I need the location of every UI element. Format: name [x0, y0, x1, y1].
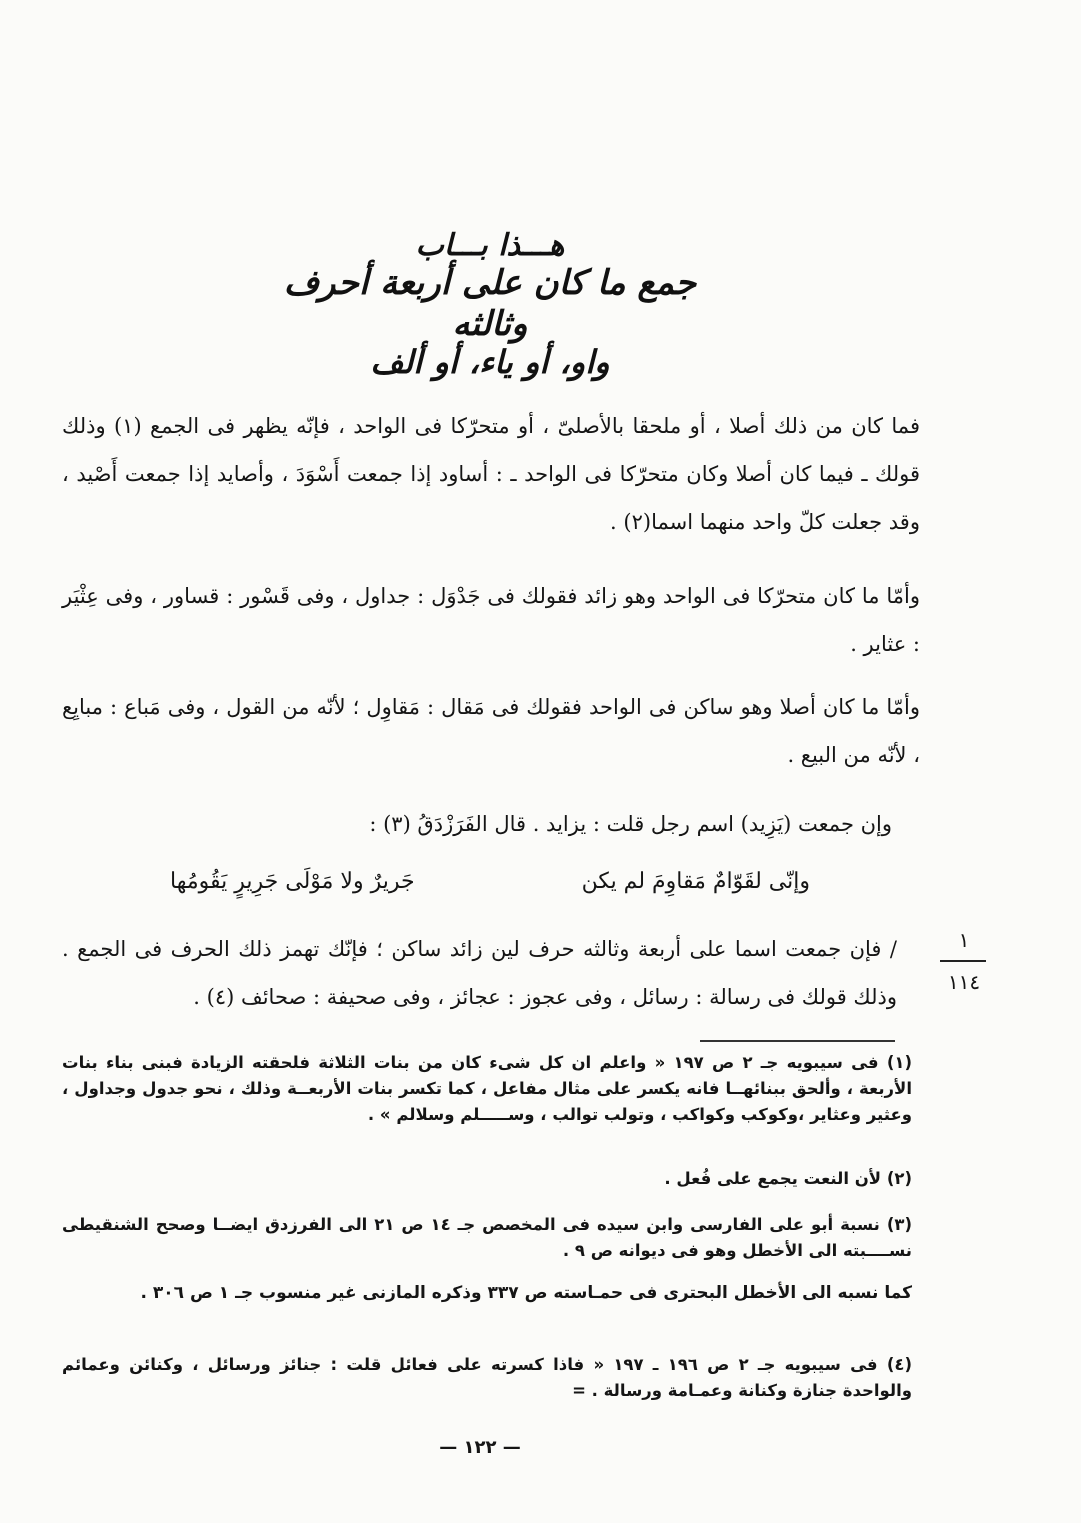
paragraph-2: وأمّا ما كان متحرّكا فى الواحد وهو زائد فقولك فى جَدْوَل : جداول ، وفى قَسْور : قساور ، وفى عِثْيَر : عثاير . [62, 584, 920, 656]
margin-rule [940, 960, 986, 962]
paragraph-5: / فإن جمعت اسما على أربعة وثالثه حرف لين زائد ساكن ؛ فإنّك تهمز ذلك الحرف فى الجمع . وذلك قولك فى رسالة : رسائل ، وفى عجوز : عجائز ، وفى صحيفة : صحائف (٤) . [62, 937, 897, 1009]
margin-page-number: ١١٤ [947, 970, 981, 994]
footnote-separator [700, 1040, 895, 1042]
footnote-4: (٤) فى سيبويه جـ ٢ ص ١٩٦ ـ ١٩٧ « فاذا كسرته على فعائل قلت : جنائز ورسائل ، وكنائن وعمائم والواحدة جنازة وكنانة وعمـامة ورسالة . = [62, 1355, 912, 1400]
poetry-verse [170, 858, 810, 906]
paragraph-4: وإن جمعت (يَزِيد) اسم رجل قلت : يزايد . قال الفَرَزْدَقُ (٣) : [369, 812, 892, 836]
heading-line-1: هـــذا بـــاب [415, 228, 565, 263]
verse-first-hemistich: وإنّى لقَوّامٌ مَقاوِمَ لم يكن [581, 869, 810, 894]
footnote-3 [62, 1212, 912, 1264]
margin-volume-number: ١ [958, 928, 970, 952]
paragraph-3: وأمّا ما كان أصلا وهو ساكن فى الواحد فقولك فى مَقال : مَقاوِل ؛ لأنّه من القول ، وفى مَباع : مبايِع ، لأنّه من البيع . [62, 695, 920, 767]
footnote-1: (١) فى سيبويه جـ ٢ ص ١٩٧ « واعلم ان كل شىء كان من بنات الثلاثة فلحقته الزيادة فبنى بناء بنات الأربعة ، وألحق ببنائهــا فانه يكسر على مثال مفاعل ، كما تكسر بنات الأربعــة وذلك ، نحو جدول وجداول ، وعثير وعثاير ،وكوكب وكواكب ، وتولب توالب ، وســـــلم وسلالم » . [62, 1053, 912, 1124]
footnote-3-part-1: (٣) نسبة أبو على الفارسى وابن سيده فى المخصص جـ ١٤ ص ٢١ الى الفرزدق ايضــا وصحح الشنقيطى نســــبته الى الأخطل وهو فى ديوانه ص ٩ . [62, 1215, 912, 1260]
heading-line-3: واو، أو ياء، أو ألف [370, 342, 610, 381]
footnote-2: (٢) لأن النعت يجمع على فُعل . [664, 1169, 912, 1188]
footnote-3-continued: كما نسبه الى الأخطل البحترى فى حمـاسته ص ٣٣٧ وذكره المازنى غير منسوب جـ ١ ص ٣٠٦ . [140, 1283, 912, 1303]
page-number: — ١٢٢ — [439, 1437, 521, 1458]
heading-line-2: جمع ما كان على أربعة أحرف وثالثه [283, 263, 697, 344]
paragraph-1: فما كان من ذلك أصلا ، أو ملحقا بالأصلىّ ، أو متحرّكا فى الواحد ، فإنّه يظهر فى الجمع (١) وذلك قولك ـ فيما كان أصلا وكان متحرّكا فى الواحد ـ : أساود إذا جمعت أَسْوَدَ ، وأصايد إذا جمعت أَصْيد ، وقد جعلت كلّ واحد منهما اسما(٢) . [62, 414, 920, 534]
verse-second-hemistich: جَريرٌ ولا مَوْلَى جَرِيرٍ يَقُومُها [170, 869, 415, 894]
chapter-heading [280, 228, 700, 381]
